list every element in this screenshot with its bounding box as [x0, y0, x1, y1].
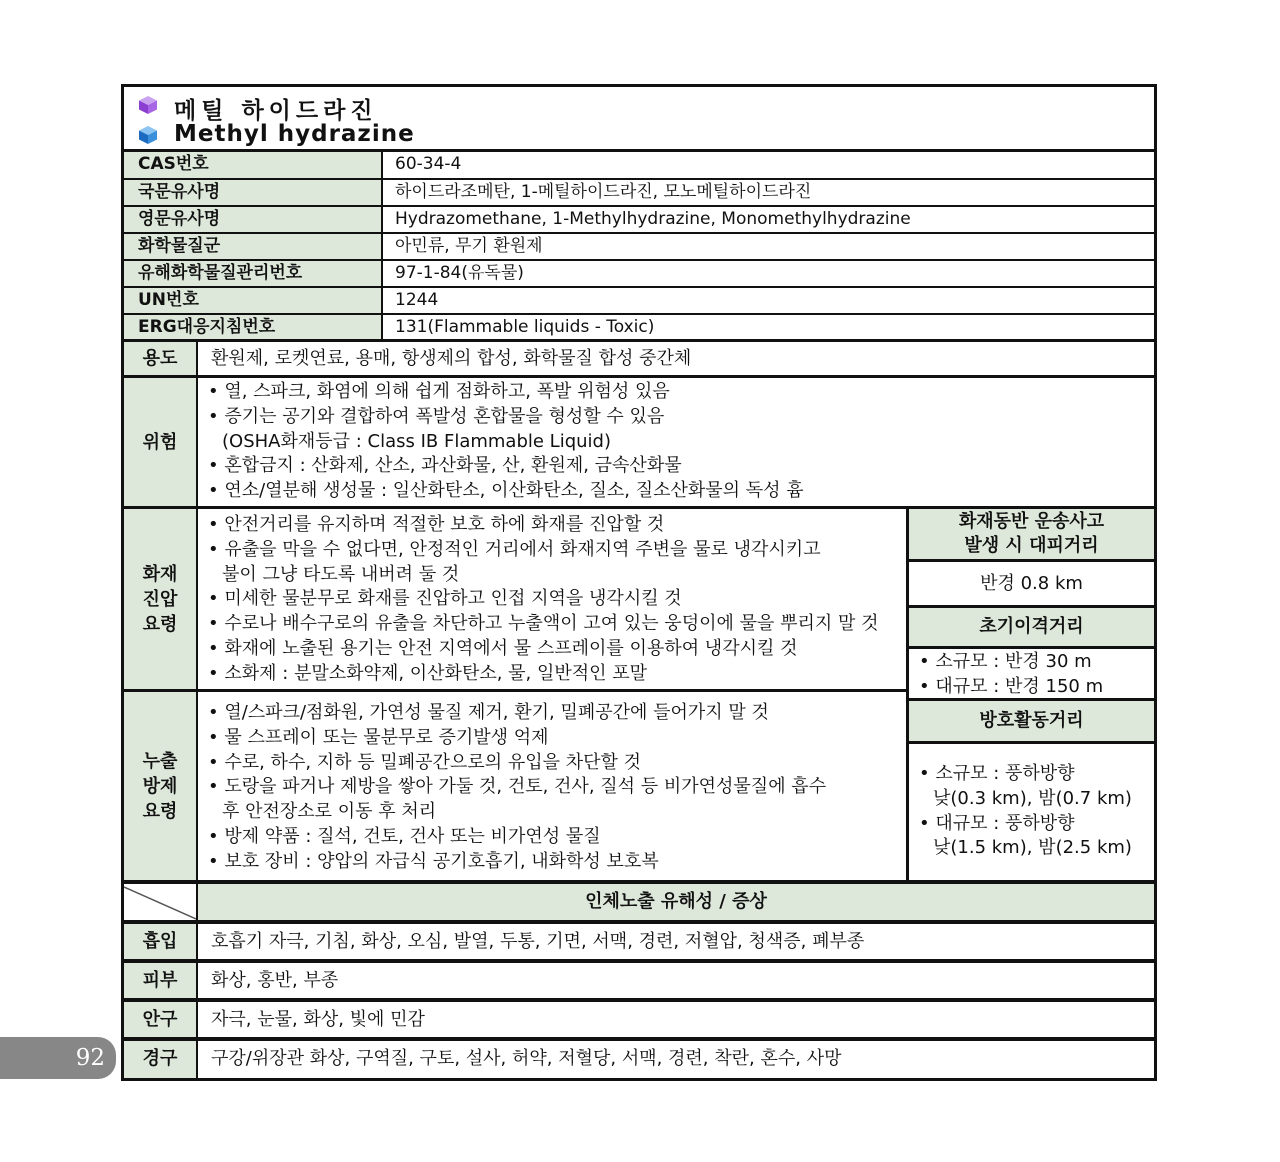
evacuation-distance-value: 반경 0.8 km [980, 573, 1083, 594]
hazardous-management-number-label: 유해화학물질관리번호 [138, 263, 303, 283]
fire-line: • 안전거리를 유지하며 적절한 보호 하에 화재를 진압할 것 [208, 514, 665, 535]
initial-isolation-list: • 소규모 : 반경 30 m • 대규모 : 반경 150 m [919, 651, 1104, 697]
eye-label: 안구 [142, 1009, 178, 1030]
divider [909, 741, 1154, 744]
diagonal-cell [124, 884, 196, 920]
inhalation-value: 호흡기 자극, 기침, 화상, 오심, 발열, 두통, 기면, 서맥, 경련, 저혈압, 청색증, 폐부종 [211, 931, 865, 952]
hazard-line: • 연소/열분해 생성물 : 일산화탄소, 이산화탄소, 질소, 질소산화물의 독성 흄 [208, 480, 804, 502]
fire-line: • 유출을 막을 수 없다면, 안정적인 거리에서 화재지역 주변을 물로 냉각시키고 [208, 538, 821, 560]
fire-line: • 수로나 배수구로의 유출을 차단하고 누출액이 고여 있는 웅덩이에 물을 뿌리지 말 것 [208, 613, 879, 635]
divider [909, 646, 1154, 649]
symptoms-header: 인체노출 유해성 / 증상 [198, 884, 1154, 920]
usage-value: 환원제, 로켓연료, 용매, 항생제의 합성, 화학물질 합성 중간체 [211, 348, 692, 369]
leak-line: • 물 스프레이 또는 물분무로 증기발생 억제 [208, 726, 549, 748]
leak-line: 후 안전장소로 이동 후 처리 [222, 801, 437, 823]
fire-line: 불이 그냥 타도록 내버려 둘 것 [222, 563, 460, 585]
chemical-group-value: 아민류, 무기 환원제 [395, 236, 543, 256]
hazard-line: • 열, 스파크, 화염에 의해 쉽게 점화하고, 폭발 위험성 있음 [208, 381, 670, 402]
un-number-value: 1244 [395, 290, 439, 310]
divider [124, 689, 909, 692]
divider [124, 375, 1154, 378]
skin-value: 화상, 홍반, 부종 [211, 970, 339, 991]
inhalation-label: 흡입 [142, 931, 178, 952]
korean-synonym-label: 국문유사명 [138, 182, 221, 202]
fire-line: • 소화제 : 분말소화약제, 이산화탄소, 물, 일반적인 포말 [208, 662, 648, 684]
title-korean: 메틸 하이드라진 [174, 98, 378, 124]
hazard-line: • 혼합금지 : 산화제, 산소, 과산화물, 산, 환원제, 금속산화물 [208, 455, 682, 477]
divider [196, 342, 198, 880]
skin-label: 피부 [142, 970, 178, 991]
hazardous-management-number-value: 97-1-84(유독물) [395, 263, 524, 283]
hazard-line: (OSHA화재등급 : Class IB Flammable Liquid) [222, 430, 611, 452]
msds-sheet [121, 84, 1157, 1081]
protective-action-header: 방호활동거리 [909, 701, 1154, 741]
cas-label: CAS번호 [138, 154, 209, 174]
cas-value: 60-34-4 [395, 154, 462, 174]
leak-line: • 도랑을 파거나 제방을 쌓아 가둘 것, 건토, 건사, 질석 등 비가연성물질에 흡수 [208, 776, 827, 798]
title-english: Methyl hydrazine [174, 121, 415, 147]
page-number: 92 [75, 1045, 105, 1071]
initial-isolation-header: 초기이격거리 [909, 608, 1154, 646]
leak-line: • 방제 약품 : 질석, 건토, 건사 또는 비가연성 물질 [208, 825, 601, 847]
leak-label: 누출 방제 요령 [142, 750, 178, 822]
hazard-line: • 증기는 공기와 결합하여 폭발성 혼합물을 형성할 수 있음 [208, 405, 665, 427]
oral-label: 경구 [142, 1048, 178, 1069]
purple-cube-icon [138, 95, 158, 115]
english-synonym-label: 영문유사명 [138, 209, 221, 229]
hazard-label: 위험 [142, 431, 178, 453]
hazard-list [208, 380, 804, 504]
leak-line: • 보호 장비 : 양압의 자급식 공기호흡기, 내화학성 보호복 [208, 850, 659, 872]
leak-list [208, 701, 826, 875]
usage-label: 용도 [142, 348, 178, 369]
protective-action-list: • 소규모 : 풍하방향 낮(0.3 km), 밤(0.7 km) • 대규모 : 풍하방향 낮(1.5 km), 밤(2.5 km) [919, 763, 1132, 859]
fire-list [208, 513, 878, 687]
evacuation-distance-header: 화재동반 운송사고 발생 시 대피거리 [909, 509, 1154, 559]
leak-line: • 수로, 하수, 지하 등 밀폐공간으로의 유입을 차단할 것 [208, 751, 641, 773]
blue-cube-icon [138, 125, 158, 145]
chemical-group-label: 화학물질군 [138, 236, 221, 256]
fire-line: • 미세한 물분무로 화재를 진압하고 인접 지역을 냉각시킬 것 [208, 588, 682, 610]
english-synonym-value: Hydrazomethane, 1-Methylhydrazine, Monomethylhydrazine [395, 209, 911, 229]
erg-guide-label: ERG대응지침번호 [138, 317, 276, 337]
eye-value: 자극, 눈물, 화상, 빛에 민감 [211, 1009, 425, 1030]
erg-guide-value: 131(Flammable liquids - Toxic) [395, 317, 655, 337]
fire-line: • 화재에 노출된 용기는 안전 지역에서 물 스프레이를 이용하여 냉각시킬 것 [208, 637, 798, 659]
un-number-label: UN번호 [138, 290, 199, 310]
fire-label: 화재 진압 요령 [142, 563, 178, 635]
leak-line: • 열/스파크/점화원, 가연성 물질 제거, 환기, 밀폐공간에 들어가지 말 것 [208, 702, 769, 723]
korean-synonym-value: 하이드라조메탄, 1-메틸하이드라진, 모노메틸하이드라진 [395, 182, 812, 202]
oral-value: 구강/위장관 화상, 구역질, 구토, 설사, 허약, 저혈당, 서맥, 경련, 착란, 혼수, 사망 [211, 1048, 842, 1069]
